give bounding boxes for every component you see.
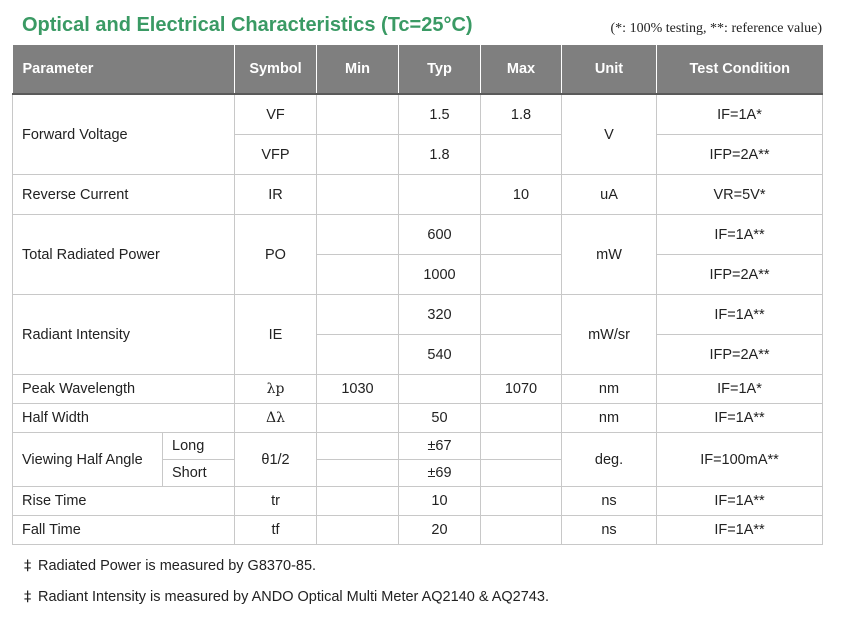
min-cell bbox=[317, 516, 399, 545]
table-row bbox=[13, 516, 823, 545]
table-row bbox=[13, 375, 823, 404]
sub-label-long: Long bbox=[163, 433, 235, 460]
table-row bbox=[13, 295, 823, 335]
header-test-condition: Test Condition bbox=[657, 45, 823, 94]
characteristics-table bbox=[12, 45, 823, 545]
page-title: Optical and Electrical Characteristics (Tc=25°C) bbox=[22, 14, 473, 36]
typ-cell: 540 bbox=[399, 335, 481, 375]
unit-cell: ns bbox=[562, 516, 657, 545]
table-row bbox=[13, 487, 823, 516]
param-forward-voltage: Forward Voltage bbox=[13, 94, 235, 175]
table-row bbox=[13, 404, 823, 433]
typ-cell: 1.8 bbox=[399, 135, 481, 175]
typ-cell: 20 bbox=[399, 516, 481, 545]
min-cell bbox=[317, 135, 399, 175]
unit-cell: mW bbox=[562, 215, 657, 295]
unit-cell: mW/sr bbox=[562, 295, 657, 375]
param-half-width: Half Width bbox=[13, 404, 235, 433]
max-cell bbox=[481, 433, 562, 460]
condition-cell: VR=5V* bbox=[657, 175, 823, 215]
footnote-text: Radiant Intensity is measured by ANDO Optical Multi Meter AQ2140 & AQ2743. bbox=[38, 589, 549, 605]
min-cell bbox=[317, 460, 399, 487]
symbol-cell: Δλ bbox=[235, 404, 317, 433]
table-row bbox=[13, 215, 823, 255]
table-row bbox=[13, 94, 823, 135]
condition-cell: IFP=2A** bbox=[657, 335, 823, 375]
symbol-cell: VFP bbox=[235, 135, 317, 175]
typ-cell: 1.5 bbox=[399, 94, 481, 135]
condition-cell: IFP=2A** bbox=[657, 135, 823, 175]
unit-cell: nm bbox=[562, 404, 657, 433]
symbol-cell: VF bbox=[235, 94, 317, 135]
symbol-cell: tf bbox=[235, 516, 317, 545]
condition-cell: IF=1A** bbox=[657, 215, 823, 255]
condition-cell: IF=100mA** bbox=[657, 433, 823, 487]
param-fall-time: Fall Time bbox=[13, 516, 235, 545]
unit-cell: deg. bbox=[562, 433, 657, 487]
footnote-radiant-intensity bbox=[24, 589, 549, 605]
typ-cell: ±69 bbox=[399, 460, 481, 487]
param-radiant-intensity: Radiant Intensity bbox=[13, 295, 235, 375]
max-cell: 1.8 bbox=[481, 94, 562, 135]
table-row bbox=[13, 175, 823, 215]
unit-cell: nm bbox=[562, 375, 657, 404]
typ-cell: 50 bbox=[399, 404, 481, 433]
max-cell bbox=[481, 516, 562, 545]
condition-cell: IF=1A** bbox=[657, 295, 823, 335]
symbol-cell: IE bbox=[235, 295, 317, 375]
unit-cell: ns bbox=[562, 487, 657, 516]
param-reverse-current: Reverse Current bbox=[13, 175, 235, 215]
header-symbol: Symbol bbox=[235, 45, 317, 94]
min-cell bbox=[317, 94, 399, 135]
symbol-cell: PO bbox=[235, 215, 317, 295]
typ-cell: 320 bbox=[399, 295, 481, 335]
condition-cell: IF=1A* bbox=[657, 375, 823, 404]
header-max: Max bbox=[481, 45, 562, 94]
typ-cell: 10 bbox=[399, 487, 481, 516]
max-cell bbox=[481, 135, 562, 175]
min-cell bbox=[317, 255, 399, 295]
testing-note: (*: 100% testing, **: reference value) bbox=[610, 21, 822, 36]
min-cell bbox=[317, 175, 399, 215]
typ-cell: ±67 bbox=[399, 433, 481, 460]
header-parameter: Parameter bbox=[13, 45, 235, 94]
typ-cell: 600 bbox=[399, 215, 481, 255]
max-cell bbox=[481, 295, 562, 335]
footnote-marker: ‡ bbox=[24, 589, 32, 605]
min-cell bbox=[317, 487, 399, 516]
max-cell bbox=[481, 460, 562, 487]
max-cell bbox=[481, 487, 562, 516]
table-row bbox=[13, 433, 823, 460]
condition-cell: IF=1A** bbox=[657, 487, 823, 516]
typ-cell bbox=[399, 175, 481, 215]
unit-cell: V bbox=[562, 94, 657, 175]
max-cell: 1070 bbox=[481, 375, 562, 404]
param-peak-wavelength: Peak Wavelength bbox=[13, 375, 235, 404]
max-cell bbox=[481, 404, 562, 433]
header-typ: Typ bbox=[399, 45, 481, 94]
symbol-cell: IR bbox=[235, 175, 317, 215]
header-row bbox=[13, 45, 823, 94]
symbol-cell: θ1/2 bbox=[235, 433, 317, 487]
header-min: Min bbox=[317, 45, 399, 94]
header-unit: Unit bbox=[562, 45, 657, 94]
condition-cell: IF=1A* bbox=[657, 94, 823, 135]
max-cell bbox=[481, 335, 562, 375]
min-cell bbox=[317, 335, 399, 375]
max-cell: 10 bbox=[481, 175, 562, 215]
min-cell bbox=[317, 433, 399, 460]
condition-cell: IFP=2A** bbox=[657, 255, 823, 295]
param-total-radiated-power: Total Radiated Power bbox=[13, 215, 235, 295]
min-cell bbox=[317, 215, 399, 255]
footnote-radiated-power bbox=[24, 558, 316, 574]
param-viewing-half-angle: Viewing Half Angle bbox=[13, 433, 163, 487]
max-cell bbox=[481, 255, 562, 295]
symbol-cell: tr bbox=[235, 487, 317, 516]
min-cell: 1030 bbox=[317, 375, 399, 404]
symbol-cell: λp bbox=[235, 375, 317, 404]
condition-cell: IF=1A** bbox=[657, 404, 823, 433]
param-rise-time: Rise Time bbox=[13, 487, 235, 516]
sub-label-short: Short bbox=[163, 460, 235, 487]
unit-cell: uA bbox=[562, 175, 657, 215]
footnote-text: Radiated Power is measured by G8370-85. bbox=[38, 558, 317, 574]
footnote-marker: ‡ bbox=[24, 558, 32, 574]
typ-cell bbox=[399, 375, 481, 404]
typ-cell: 1000 bbox=[399, 255, 481, 295]
max-cell bbox=[481, 215, 562, 255]
min-cell bbox=[317, 295, 399, 335]
min-cell bbox=[317, 404, 399, 433]
condition-cell: IF=1A** bbox=[657, 516, 823, 545]
